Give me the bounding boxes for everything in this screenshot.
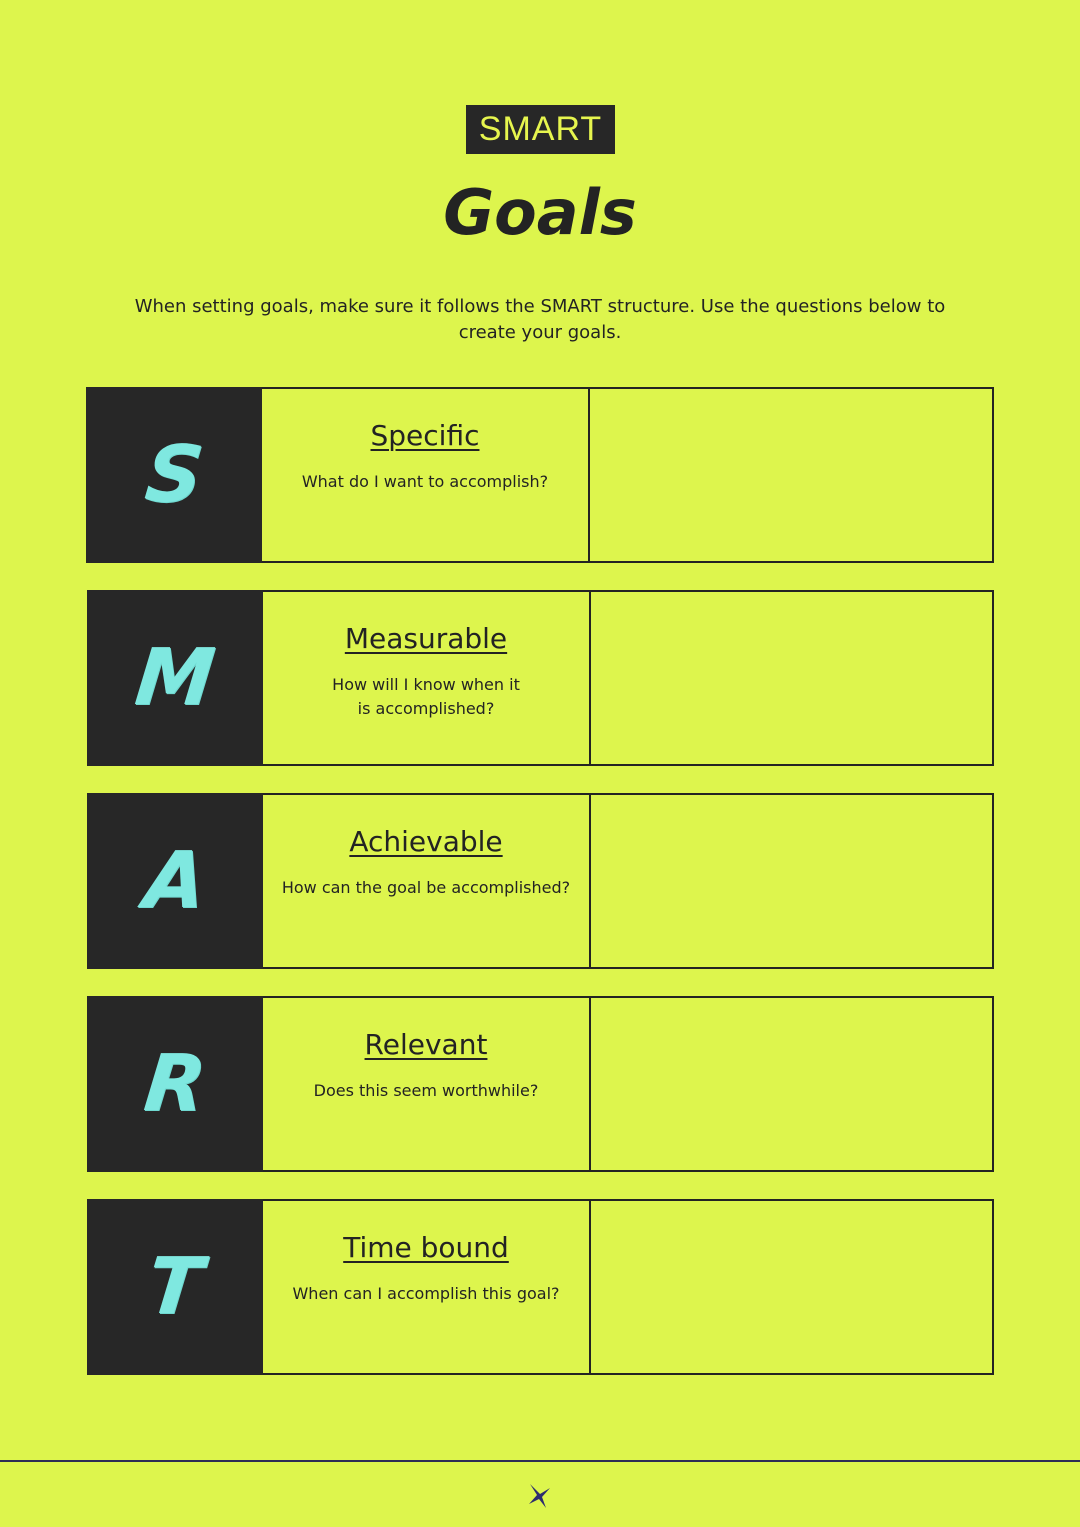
smart-row-achievable: [87, 793, 994, 969]
answer-field-specific[interactable]: [590, 387, 994, 563]
letter-cell: [87, 1199, 263, 1375]
row-question: Does this seem worthwhile?: [313, 1081, 539, 1100]
answer-field-measurable[interactable]: [591, 590, 994, 766]
page-title: Goals: [443, 176, 637, 249]
row-heading: Time bound: [343, 1231, 509, 1264]
description-cell: [263, 793, 591, 969]
footer-divider: [0, 1460, 1080, 1462]
row-letter: T: [143, 1242, 207, 1332]
row-question: What do I want to accomplish?: [301, 472, 549, 491]
row-letter: M: [131, 633, 219, 723]
row-heading: Measurable: [344, 622, 508, 655]
description-cell: [262, 387, 590, 563]
row-question: How can the goal be accomplished?: [281, 878, 571, 897]
smart-row-time-bound: [87, 1199, 994, 1375]
smart-row-measurable: [87, 590, 994, 766]
description-cell: [263, 1199, 591, 1375]
description-cell: [263, 590, 591, 766]
smart-row-specific: [86, 387, 994, 563]
answer-field-relevant[interactable]: [591, 996, 994, 1172]
row-question: How will I know when it is accomplished?: [332, 675, 520, 718]
letter-cell: [86, 387, 262, 563]
intro-text: When setting goals, make sure it follows the SMART structure. Use the questions below to create your goals.: [134, 296, 946, 343]
letter-cell: [87, 590, 263, 766]
row-heading: Specific: [370, 419, 480, 452]
answer-field-time-bound[interactable]: [591, 1199, 994, 1375]
row-letter: A: [140, 836, 210, 926]
smart-row-relevant: [87, 996, 994, 1172]
row-heading: Achievable: [349, 825, 503, 858]
row-letter: S: [141, 430, 207, 520]
description-cell: [263, 996, 591, 1172]
letter-cell: [87, 793, 263, 969]
row-question: When can I accomplish this goal?: [292, 1284, 560, 1303]
row-heading: Relevant: [364, 1028, 488, 1061]
answer-field-achievable[interactable]: [591, 793, 994, 969]
row-letter: R: [140, 1039, 210, 1129]
star-icon: [526, 1482, 554, 1510]
letter-cell: [87, 996, 263, 1172]
smart-badge: SMART: [466, 105, 615, 154]
smart-table: [86, 387, 994, 1402]
